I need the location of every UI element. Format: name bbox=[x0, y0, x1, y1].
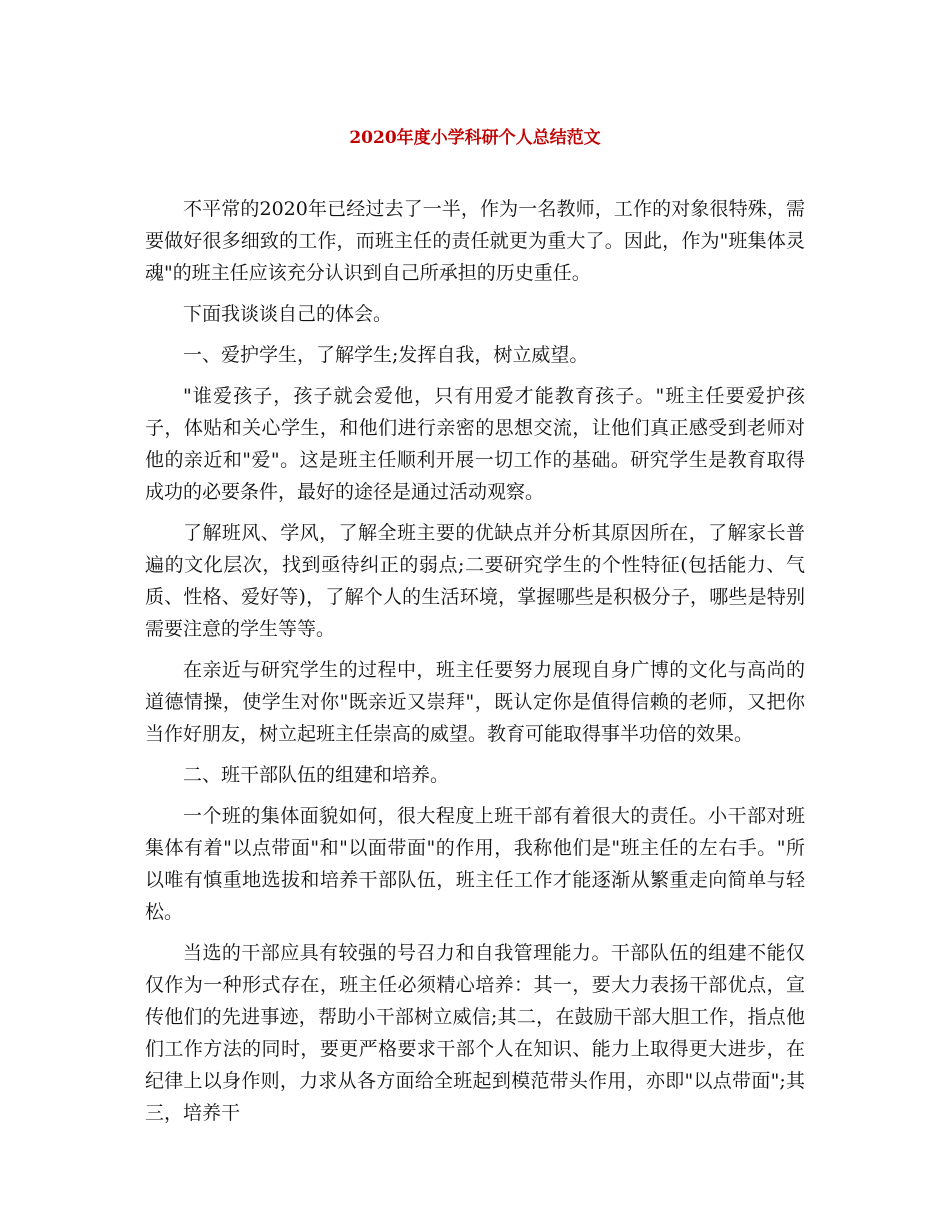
paragraph: 不平常的2020年已经过去了一半，作为一名教师，工作的对象很特殊，需要做好很多细致的工作，而班主任的责任就更为重大了。因此，作为"班集体灵魂"的班主任应该充分认识到自己所承担的历史重任。 bbox=[145, 198, 805, 284]
document-body bbox=[145, 193, 805, 1138]
paragraph: "谁爱孩子，孩子就会爱他，只有用爱才能教育孩子。"班主任要爱护孩子，体贴和关心学生，和他们进行亲密的思想交流，让他们真正感受到老师对他的亲近和"爱"。这是班主任顺利开展一切工作的基础。研究学生是教育取得成功的必要条件，最好的途径是通过活动观察。 bbox=[145, 385, 805, 503]
paragraph: 了解班风、学风，了解全班主要的优缺点并分析其原因所在，了解家长普遍的文化层次，找到亟待纠正的弱点;二要研究学生的个性特征(包括能力、气质、性格、爱好等)，了解个人的生活环境，掌握哪些是积极分子，哪些是特别需要注意的学生等等。 bbox=[145, 522, 805, 640]
paragraph: 当选的干部应具有较强的号召力和自我管理能力。干部队伍的组建不能仅仅作为一种形式存在，班主任必须精心培养：其一，要大力表扬干部优点，宣传他们的先进事迹，帮助小干部树立威信;其二，在鼓励干部大胆工作，指点他们工作方法的同时，要更严格要求干部个人在知识、能力上取得更大进步，在纪律上以身作则，力求从各方面给全班起到模范带头作用，亦即"以点带面";其三，培养干 bbox=[145, 942, 805, 1124]
paragraph: 一个班的集体面貌如何，很大程度上班干部有着很大的责任。小干部对班集体有着"以点带面"和"以面带面"的作用，我称他们是"班主任的左右手。"所以唯有慎重地选拔和培养干部队伍，班主任工作才能逐渐从繁重走向简单与轻松。 bbox=[145, 805, 805, 923]
document-title: 2020年度小学科研个人总结范文 bbox=[349, 128, 601, 148]
section-heading: 二、班干部队伍的组建和培养。 bbox=[183, 764, 450, 786]
section-heading: 一、爱护学生，了解学生;发挥自我，树立威望。 bbox=[183, 344, 589, 366]
paragraph: 下面我谈谈自己的体会。 bbox=[183, 303, 393, 325]
paragraph: 在亲近与研究学生的过程中，班主任要努力展现自身广博的文化与高尚的道德情操，使学生对你"既亲近又崇拜"，既认定你是值得信赖的老师，又把你当作好朋友，树立起班主任崇高的威望。教育可能取得事半功倍的效果。 bbox=[145, 659, 805, 745]
